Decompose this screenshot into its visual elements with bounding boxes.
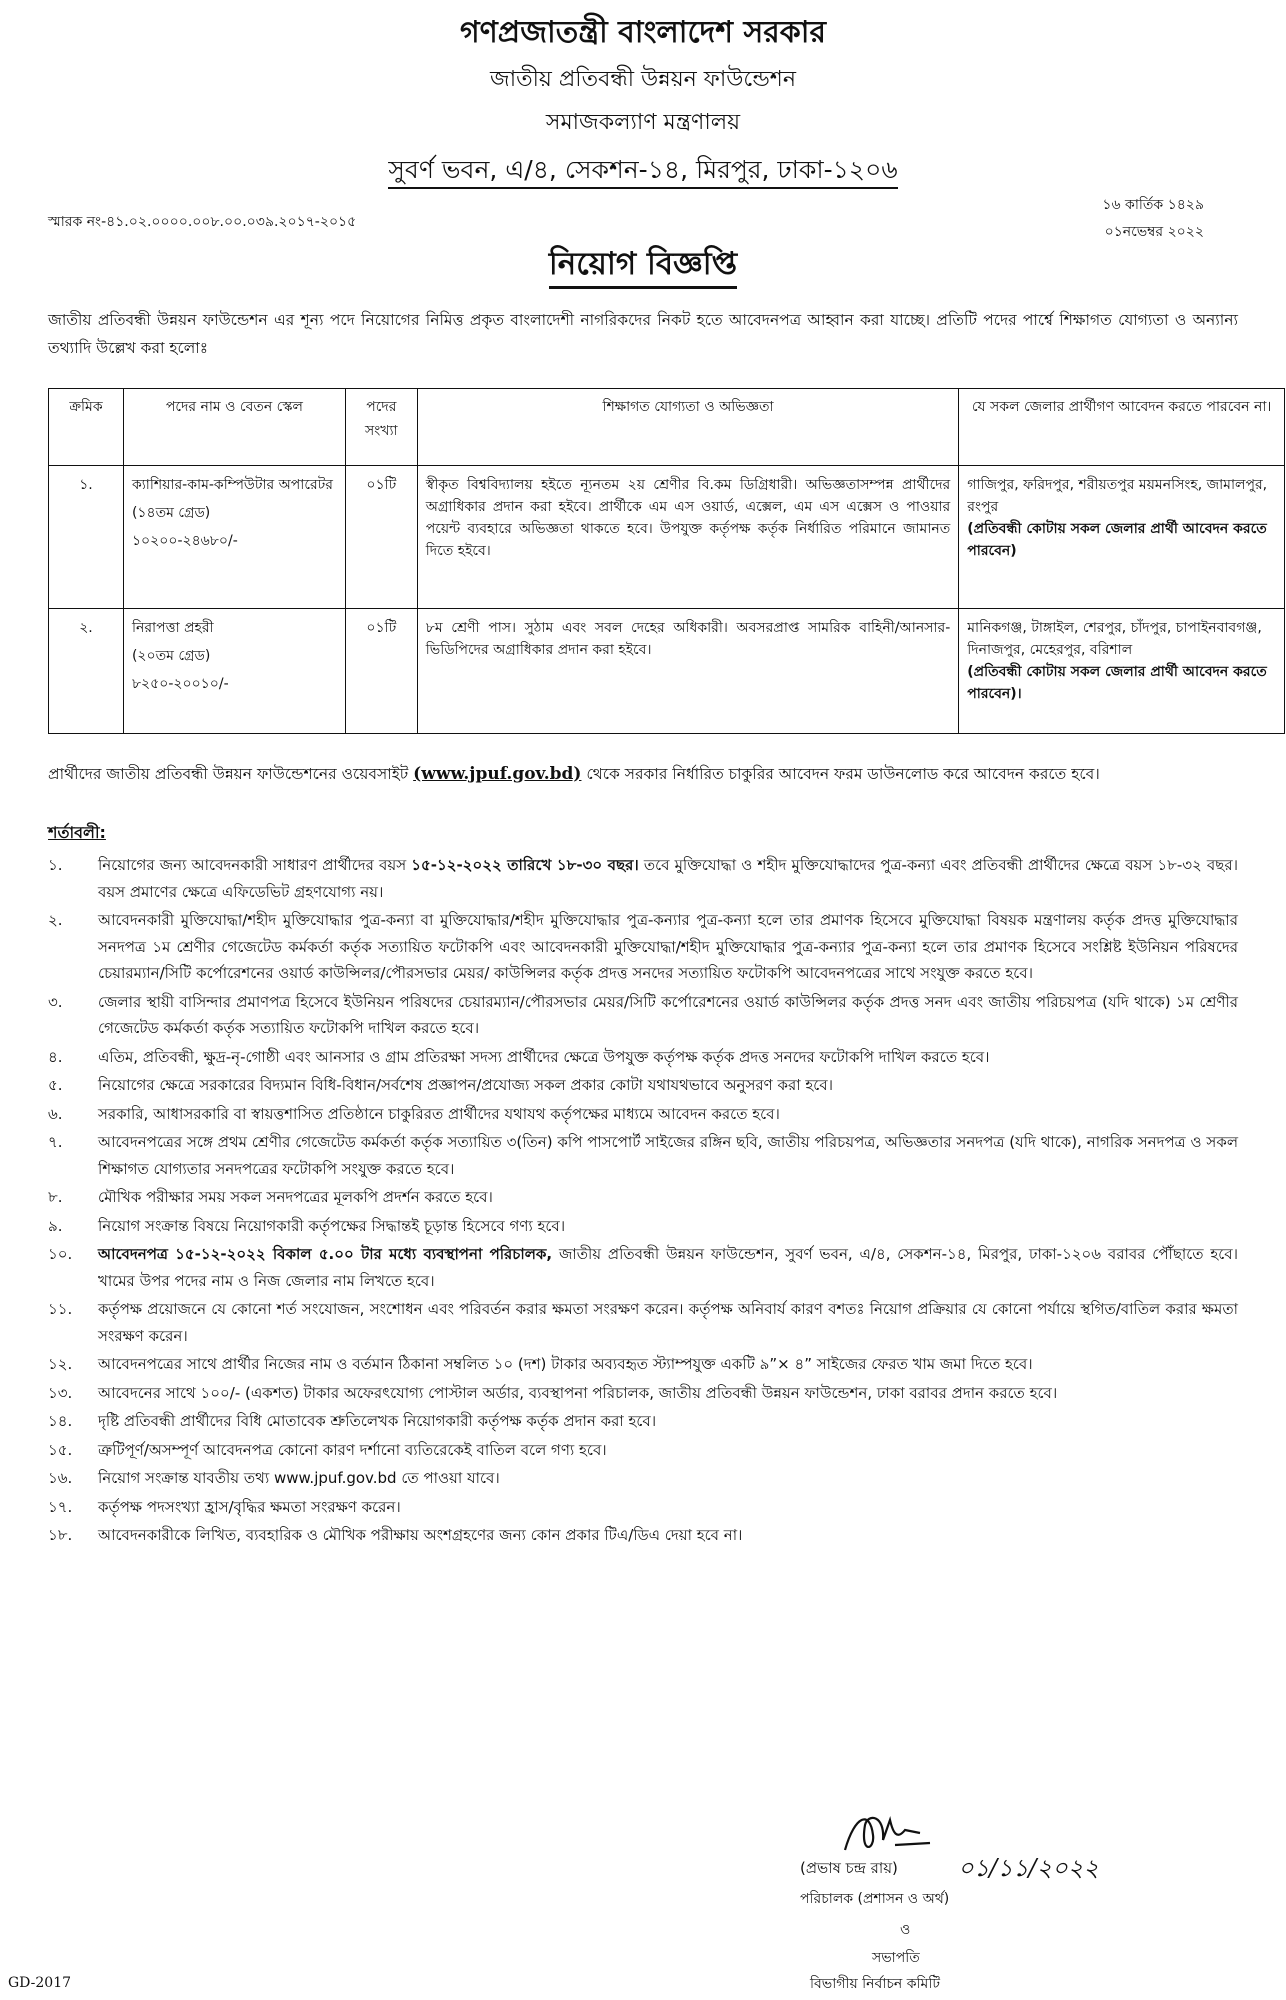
table-header-row xyxy=(49,389,1285,466)
row-count: ০১টি xyxy=(345,609,417,734)
condition-number: ১১. xyxy=(48,1300,73,1318)
condition-text-pre: নিয়োগের ক্ষেত্রে সরকারের বিদ্যমান বিধি-বিধান/সর্বশেষ প্রজ্ঞাপন/প্রযোজ্য সকল প্রকার কোটা যথাযথভাবে অনুসরণ করা হবে। xyxy=(98,1076,833,1094)
condition-text-pre: নিয়োগ সংক্রান্ত বিষয়ে নিয়োগকারী কর্তৃপক্ষের সিদ্ধান্তই চূড়ান্ত হিসেবে গণ্য হবে। xyxy=(98,1216,566,1235)
conditions-heading: শর্তাবলী: xyxy=(48,823,106,842)
intro-paragraph: জাতীয় প্রতিবন্ধী উন্নয়ন ফাউন্ডেশন এর শূন্য পদে নিয়োগের নিমিত্ত প্রকৃত বাংলাদেশী নাগরিকদের নিকট হতে আবেদনপত্র আহ্বান করা যাচ্ছে। প্রতিটি পদের পার্শ্বে শিক্ষাগত যোগ্যতা ও অন্যান্য তথ্যাদি উল্লেখ করা হলোঃ xyxy=(48,311,1238,357)
notice-title-text: নিয়োগ বিজ্ঞপ্তি xyxy=(549,246,737,289)
signatory-name: (প্রভাষ চন্দ্র রায়) xyxy=(800,1859,898,1877)
condition-text-bold: আবেদনপত্র ১৫-১২-২০২২ বিকাল ৫.০০ টার মধ্যে ব্যবস্থাপনা পরিচালক, xyxy=(98,1245,553,1263)
ministry-name: সমাজকল্যাণ মন্ত্রণালয় xyxy=(545,110,741,135)
vacancy-table xyxy=(48,388,1285,734)
condition-number: ৭. xyxy=(48,1133,63,1151)
condition-number: ৪. xyxy=(48,1047,63,1066)
condition-number: ১৮. xyxy=(48,1526,73,1544)
condition-text-pre: নিয়োগের জন্য আবেদনকারী সাধারণ প্রার্থীদের বয়স xyxy=(98,856,407,874)
condition-item xyxy=(48,1437,1238,1464)
foundation-name: জাতীয় প্রতিবন্ধী উন্নয়ন ফাউন্ডেশন xyxy=(490,67,796,92)
condition-number: ১৭. xyxy=(48,1497,73,1516)
quota-note: (প্রতিবন্ধী কোটায় সকল জেলার প্রার্থী আবেদন করতে পারবেন)। xyxy=(967,664,1267,702)
conditions-list xyxy=(48,852,1238,1551)
quota-note: (প্রতিবন্ধী কোটায় সকল জেলার প্রার্থী আবেদন করতে পারবেন) xyxy=(967,521,1267,559)
condition-item xyxy=(48,1380,1238,1407)
header-serial: ক্রমিক xyxy=(49,389,124,466)
instruction-before: প্রার্থীদের জাতীয় প্রতিবন্ধী উন্নয়ন ফাউন্ডেশনের ওয়েবসাইট xyxy=(48,765,409,783)
condition-text-pre: ত্রুটিপূর্ণ/অসম্পূর্ণ আবেদনপত্র কোনো কারণ দর্শানো ব্যতিরেকেই বাতিল বলে গণ্য হবে। xyxy=(98,1440,607,1459)
row-post xyxy=(123,466,345,609)
row-serial: ২. xyxy=(49,609,124,734)
condition-item xyxy=(48,1296,1238,1349)
district-list: গাজিপুর, ফরিদপুর, শরীয়তপুর ময়মনসিংহ, জামালপুর, রংপুর xyxy=(967,477,1268,515)
header-districts: যে সকল জেলার প্রার্থীগণ আবেদন করতে পারবেন না। xyxy=(959,389,1285,466)
application-instruction xyxy=(48,760,1238,788)
post-grade: (১৪তম গ্রেড) xyxy=(131,505,211,521)
header-post: পদের নাম ও বেতন স্কেল xyxy=(123,389,345,466)
row-districts xyxy=(959,466,1285,609)
condition-item xyxy=(48,1072,1238,1099)
condition-item xyxy=(48,1241,1238,1294)
condition-item xyxy=(48,1044,1238,1071)
condition-number: ১৬. xyxy=(48,1469,73,1487)
condition-number: ১২. xyxy=(48,1355,73,1373)
condition-item xyxy=(48,1351,1238,1378)
government-title: গণপ্রজাতন্ত্রী বাংলাদেশ সরকার xyxy=(460,15,826,50)
condition-item xyxy=(48,907,1238,987)
condition-item xyxy=(48,1184,1238,1211)
condition-text-pre: আবেদনের সাথে ১০০/- (একশত) টাকার অফেরৎযোগ্য পোস্টাল অর্ডার, ব্যবস্থাপনা পরিচালক, জাতীয় প্রতিবন্ধী উন্নয়ন ফাউন্ডেশন, ঢাকা বরাবর প্রদান করতে হবে। xyxy=(98,1383,1058,1402)
address-text: সুবর্ণ ভবন, এ/৪, সেকশন-১৪, মিরপুর, ঢাকা-১২০৬ xyxy=(388,155,897,189)
post-scale: ৮২৫০-২০০১০/- xyxy=(131,676,229,692)
date-bangla: ১৬ কার্তিক ১৪২৯ xyxy=(1102,197,1204,213)
condition-text-pre: আবেদনকারীকে লিখিত, ব্যবহারিক ও মৌখিক পরীক্ষায় অংশগ্রহণের জন্য কোন প্রকার টিএ/ডিএ দেয়া হবে না। xyxy=(98,1526,743,1544)
condition-text-pre: কর্তৃপক্ষ পদসংখ্যা হ্রাস/বৃদ্ধির ক্ষমতা সংরক্ষণ করেন। xyxy=(98,1497,401,1516)
condition-number: ৬. xyxy=(48,1104,63,1123)
condition-text-pre: নিয়োগ সংক্রান্ত যাবতীয় তথ্য www.jpuf.gov.bd তে পাওয়া যাবে। xyxy=(98,1469,500,1487)
post-name: নিরাপত্তা প্রহরী xyxy=(131,620,214,636)
condition-text-pre: আবেদনপত্রের সঙ্গে প্রথম শ্রেণীর গেজেটেড কর্মকর্তা কর্তৃক সত্যায়িত ৩(তিন) কপি পাসপোর্ট সাইজের রঙ্গিন ছবি, জাতীয় পরিচয়পত্র, অভিজ্ঞতার সনদপত্র (যদি থাকে), নাগরিক সনদপত্র ও সকল শিক্ষাগত যোগ্যতার সনদপত্রের ফটোকপি সংযুক্ত করতে হবে। xyxy=(98,1133,1238,1178)
condition-number: ৯. xyxy=(48,1216,63,1235)
condition-number: ৮. xyxy=(48,1188,63,1206)
instruction-after: থেকে সরকার নির্ধারিত চাকুরির আবেদন ফরম ডাউনলোড করে আবেদন করতে হবে। xyxy=(586,765,1100,783)
memo-number: স্মারক নং-৪১.০২.০০০০.০০৮.০০.০৩৯.২০১৭-২০১৫ xyxy=(48,214,357,230)
district-list: মানিকগঞ্জ, টাঙ্গাইল, শেরপুর, চাঁদপুর, চাপাইনবাবগঞ্জ, দিনাজপুর, মেহেরপুর, বরিশাল xyxy=(967,620,1262,658)
condition-number: ১৫. xyxy=(48,1440,73,1459)
row-qualification: ৮ম শ্রেণী পাস। সুঠাম এবং সবল দেহের অধিকারী। অবসরপ্রাপ্ত সামরিক বাহিনী/আনসার-ভিডিপিদের অগ্রাধিকার প্রদান করা হইবে। xyxy=(417,609,958,734)
condition-number: ২. xyxy=(48,911,63,929)
condition-text-pre: আবেদনকারী মুক্তিযোদ্ধা/শহীদ মুক্তিযোদ্ধার পুত্র-কন্যা বা মুক্তিযোদ্ধার/শহীদ মুক্তিযোদ্ধার পুত্র-কন্যার পুত্র-কন্যা হলে তার প্রমাণক হিসেবে মুক্তিযোদ্ধা বিষয়ক মন্ত্রণালয় কর্তৃক প্রদত্ত মুক্তিযোদ্ধার সনদপত্র ১ম শ্রেণীর গেজেটেড কর্মকর্তা কর্তৃক সত্যায়িত ফটোকপি এবং আবেদনকারী মুক্তিযোদ্ধা/শহীদ মুক্তিযোদ্ধার পুত্র-কন্যার পুত্র-কন্যা হলে তার প্রমাণক হিসেবে সংশ্লিষ্ট ইউনিয়ন পরিষদের চেয়ারম্যান/সিটি কর্পোরেশনের ওয়ার্ড কাউন্সিলর/পৌরসভার মেয়র/ কাউন্সিলর কর্তৃক প্রদত্ত সনদের সত্যায়িত ফটোকপি আবেদনপত্রের সাথে সংযুক্ত করতে হবে। xyxy=(98,911,1238,982)
condition-text-post: তবে মুক্তিযোদ্ধা ও শহীদ মুক্তিযোদ্ধাদের পুত্র-কন্যা এবং প্রতিবন্ধী প্রার্থীদের ক্ষেত্রে বয়স ১৮-৩২ বছর। বয়স প্রমাণের ক্ষেত্রে এফিডেভিট গ্রহণযোগ্য নয়। xyxy=(98,856,1238,901)
row-serial: ১. xyxy=(49,466,124,609)
condition-text-pre: সরকারি, আধাসরকারি বা স্বায়ত্তশাসিত প্রতিষ্ঠানে চাকুরিরত প্রার্থীদের যথাযথ কর্তৃপক্ষের মাধ্যমে আবেদন করতে হবে। xyxy=(98,1104,780,1123)
condition-number: ১৩. xyxy=(48,1383,73,1402)
condition-text-bold: ১৫-১২-২০২২ তারিখে ১৮-৩০ বছর। xyxy=(411,856,639,874)
notice-title xyxy=(0,240,1286,292)
row-count: ০১টি xyxy=(345,466,417,609)
condition-number: ১. xyxy=(48,856,63,874)
table-row xyxy=(49,466,1285,609)
condition-number: ১০. xyxy=(48,1245,73,1263)
signatory-and: ও xyxy=(900,1922,911,1938)
date-english: ০১নভেম্বর ২০২২ xyxy=(1104,224,1204,240)
signature-mark xyxy=(835,1805,965,1865)
condition-item xyxy=(48,1129,1238,1182)
condition-text-pre: দৃষ্টি প্রতিবন্ধী প্রার্থীদের বিধি মোতাবেক শ্রুতিলেখক নিয়োগকারী কর্তৃপক্ষ কর্তৃক প্রদান করা হবে। xyxy=(98,1412,657,1430)
condition-item xyxy=(48,1213,1238,1240)
row-qualification: স্বীকৃত বিশ্ববিদ্যালয় হইতে ন্যূনতম ২য় শ্রেণীর বি.কম ডিগ্রিধারী। অভিজ্ঞতাসম্পন্ন প্রার্থীদের অগ্রাধিকার প্রদান করা হইবে। প্রার্থীকে এম এস ওয়ার্ড, এক্সেল, এম এস এক্সেস ও পাওয়ার পয়েন্ট ব্যবহারে অভিজ্ঞতা থাকতে হবে। উপযুক্ত কর্তৃপক্ষ কর্তৃক নির্ধারিত পরিমানে জামানত দিতে হইবে। xyxy=(417,466,958,609)
condition-text-pre: কর্তৃপক্ষ প্রয়োজনে যে কোনো শর্ত সংযোজন, সংশোধন এবং পরিবর্তন করার ক্ষমতা সংরক্ষণ করেন। কর্তৃপক্ষ অনিবার্য কারণ বশতঃ নিয়োগ প্রক্রিয়ার যে কোনো পর্যায়ে স্থগিত/বাতিল করার ক্ষমতা সংরক্ষণ করেন। xyxy=(98,1300,1238,1345)
row-districts xyxy=(959,609,1285,734)
post-grade: (২০তম গ্রেড) xyxy=(131,648,211,664)
header-qualification: শিক্ষাগত যোগ্যতা ও অভিজ্ঞতা xyxy=(417,389,958,466)
post-scale: ১০২০০-২৪৬৮০/- xyxy=(131,533,238,549)
condition-number: ৫. xyxy=(48,1076,63,1094)
condition-item xyxy=(48,1101,1238,1128)
address-line xyxy=(0,150,1286,193)
condition-text-post: জাতীয় প্রতিবন্ধী উন্নয়ন ফাউন্ডেশন, সুবর্ণ ভবন, এ/৪, সেকশন-১৪, মিরপুর, ঢাকা-১২০৬ বরাবর পৌঁছাতে হবে। খামের উপর পদের নাম ও নিজ জেলার নাম লিখতে হবে। xyxy=(98,1245,1238,1290)
condition-item xyxy=(48,1465,1238,1492)
signature-date: ০১/১১/২০২২ xyxy=(958,1854,1099,1882)
header-count: পদের সংখ্যা xyxy=(345,389,417,466)
signatory-committee: বিভাগীয় নির্বাচন কমিটি xyxy=(810,1976,940,1992)
signatory-post-director: পরিচালক (প্রশাসন ও অর্থ) xyxy=(800,1891,950,1907)
condition-text-pre: এতিম, প্রতিবন্ধী, ক্ষুদ্র-নৃ-গোষ্ঠী এবং আনসার ও গ্রাম প্রতিরক্ষা সদস্য প্রার্থীদের ক্ষেত্রে উপযুক্ত কর্তৃপক্ষ কর্তৃক প্রদত্ত সনদের ফটোকপি দাখিল করতে হবে। xyxy=(98,1047,990,1066)
condition-text-pre: মৌখিক পরীক্ষার সময় সকল সনদপত্রের মূলকপি প্রদর্শন করতে হবে। xyxy=(98,1188,493,1206)
condition-item xyxy=(48,989,1238,1042)
footer-code: GD-2017 xyxy=(8,1975,72,1991)
row-post xyxy=(123,609,345,734)
table-row xyxy=(49,609,1285,734)
condition-text-pre: জেলার স্থায়ী বাসিন্দার প্রমাণপত্র হিসেবে ইউনিয়ন পরিষদের চেয়ারম্যান/পৌরসভার মেয়র/সিটি কর্পোরেশনের ওয়ার্ড কাউন্সিলর কর্তৃক প্রদত্ত সনদ এবং জাতীয় পরিচয়পত্র (যদি থাকে) ১ম শ্রেণীর গেজেটেড কর্মকর্তা কর্তৃক সত্যায়িত ফটোকপি দাখিল করতে হবে। xyxy=(98,992,1238,1037)
condition-text-pre: আবেদনপত্রের সাথে প্রার্থীর নিজের নাম ও বর্তমান ঠিকানা সম্বলিত ১০ (দশ) টাকার অব্যবহৃত স্ট্যাম্পযুক্ত একটি ৯”× ৪” সাইজের ফেরত খাম জমা দিতে হবে। xyxy=(98,1355,1033,1373)
condition-number: ৩. xyxy=(48,992,63,1011)
condition-item xyxy=(48,1522,1238,1549)
signatory-post-chair: সভাপতি xyxy=(872,1950,920,1966)
condition-item xyxy=(48,1408,1238,1435)
website-link[interactable]: (www.jpuf.gov.bd) xyxy=(413,764,582,784)
post-name: ক্যাশিয়ার-কাম-কম্পিউটার অপারেটর xyxy=(131,477,334,493)
condition-number: ১৪. xyxy=(48,1412,73,1430)
condition-item xyxy=(48,1494,1238,1521)
condition-item xyxy=(48,852,1238,905)
